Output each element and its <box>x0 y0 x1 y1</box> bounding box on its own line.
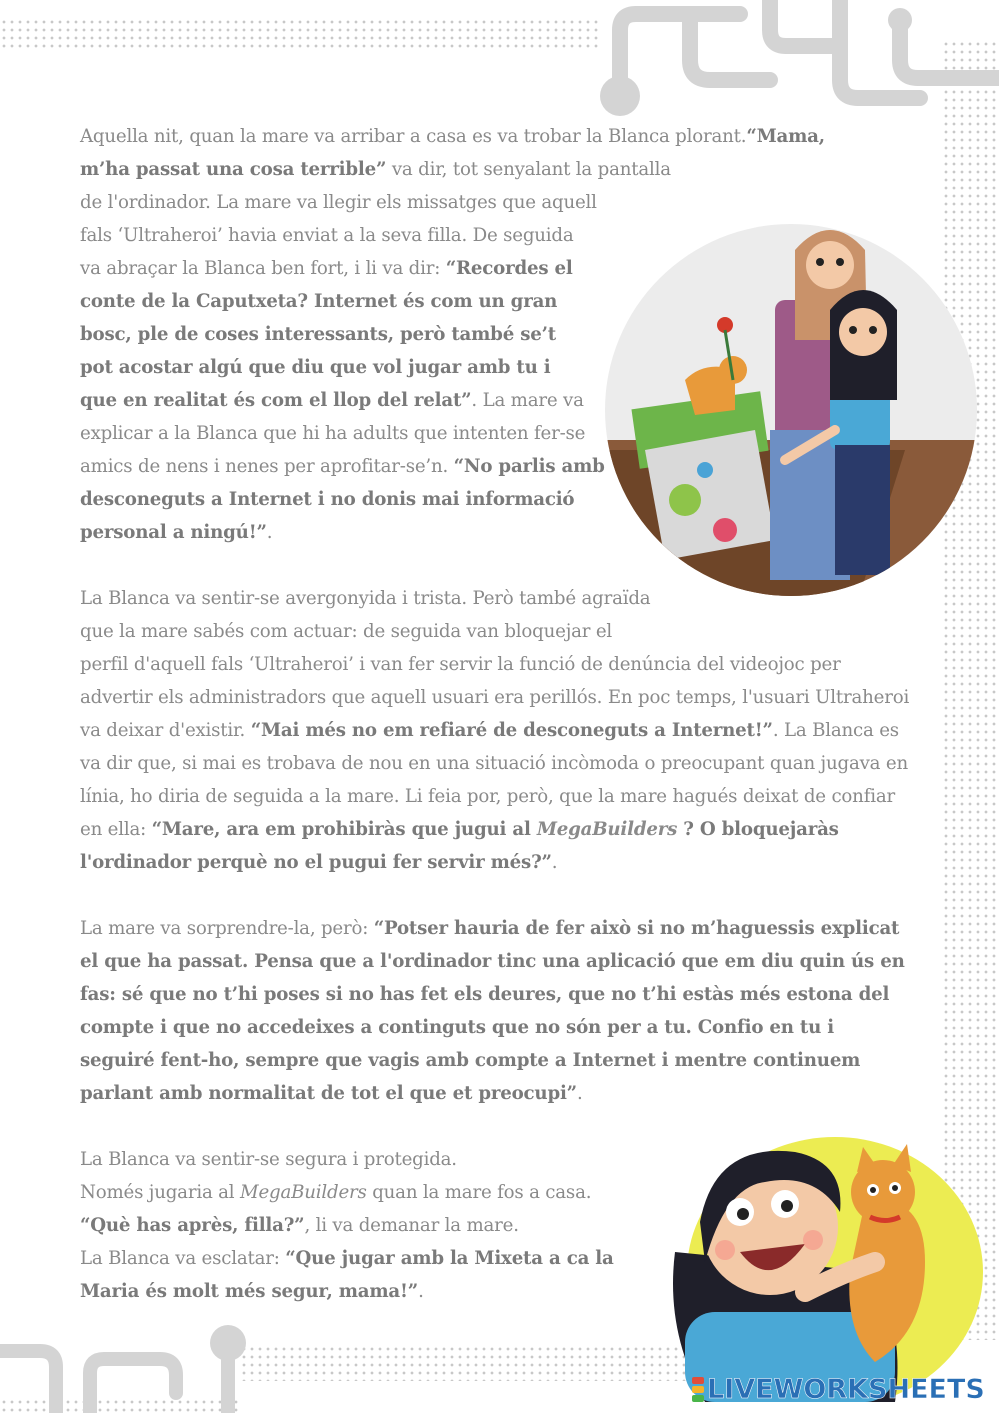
story-text-span: . <box>266 522 273 543</box>
story-text-span: “Recordes el conte de la Caputxeta? Internet és com un gran bosc, ple de coses interessants, però també se’t pot acostar algú que diu que vol jugar amb tu i que en realitat és com el llop del relat” <box>80 258 573 411</box>
story-text-span: . <box>418 1281 424 1302</box>
story-text-span: quan la mare fos a casa. <box>366 1182 592 1203</box>
dot-pattern-bottom <box>240 1345 700 1381</box>
story-text-span: . La Blanca es va dir que, si mai es trobava de nou en una situació incòmoda o preocupant quan jugava en línia, ho diria de seguida a la mare. Li feia por, però, que la mare hagués deixat de confiar en ella: <box>80 720 908 840</box>
story-text-span: “Mai més no em refiaré de desconeguts a Internet!” <box>250 720 773 741</box>
story-text <box>80 120 910 1313</box>
text-wrap-spacer <box>660 582 910 642</box>
liveworksheets-logo <box>692 1372 992 1406</box>
story-paragraph <box>80 1143 910 1308</box>
circuit-decoration-top <box>600 0 999 120</box>
story-text-span: La Blanca va sentir-se segura i protegida. <box>80 1149 457 1170</box>
story-text-span: “Mare, ara em prohibiràs que jugui al <box>151 819 537 840</box>
story-text-span: La mare va sorprendre-la, però: <box>80 918 374 939</box>
story-text-span: . <box>576 1083 583 1104</box>
dot-pattern-top <box>0 18 600 52</box>
logo-mark-icon <box>692 1376 704 1403</box>
story-text-span: La Blanca va sentir-se avergonyida i trista. Però també agraïda que la mare sabés com actuar: de seguida van bloquejar el perfil d'aquell fals ‘Ultraheroi’ i van fer servir la funció de denúncia del videojoc per advertir els administradors que aquell usuari era perillós. En poc temps, l'usuari Ultraheroi va deixar d'existir. <box>80 588 910 741</box>
story-text-span: “Mama, m’ha passat una cosa terrible” <box>80 126 825 180</box>
text-wrap-spacer <box>590 220 840 520</box>
circuit-decoration-bottom <box>0 1323 260 1413</box>
story-text-span: “Què has après, filla?” <box>80 1215 305 1236</box>
story-text-span: “Potser hauria de fer això si no m’haguessis explicat el que ha passat. Pensa que a l'ordinador tinc una aplicació que em diu quin ús en fas: sé que no t’hi poses si no has fet els deures, que no t’hi estàs més estona del compte i que no accedeixes a continguts que no són per a tu. Confio en tu i seguiré fent-ho, sempre que vagis amb compte a Internet i mentre continuem parlant amb normalitat de tot el que et preocupi” <box>80 918 905 1104</box>
story-text-span: La Blanca va esclatar: <box>80 1248 286 1269</box>
story-text-span: va dir, tot senyalant la pantalla de l'ordinador. La mare va llegir els missatges que aquell fals ‘Ultraheroi’ havia enviat a la seva filla. De seguida va abraçar la Blanca ben fort, i li va dir: <box>80 159 671 279</box>
story-text-span: MegaBuilders <box>536 819 678 840</box>
story-text-span: , li va demanar la mare. <box>304 1215 519 1236</box>
story-paragraph <box>80 912 910 1110</box>
story-text-span: “Que jugar amb la Mixeta a ca la Maria és molt més segur, mama!” <box>80 1248 614 1302</box>
watermark-text: LIVEWORKSHEETS <box>707 1373 985 1405</box>
story-text-span: . La mare va explicar a la Blanca que hi ha adults que intenten fer-se amics de nens i nenes per aprofitar-se’n. <box>80 390 586 477</box>
story-text-span: MegaBuilders <box>240 1182 367 1203</box>
story-text-span: ? O bloquejaràs l'ordinador perquè no el pugui fer servir més?” <box>80 819 839 873</box>
story-text-span: Aquella nit, quan la mare va arribar a casa es va trobar la Blanca plorant. <box>80 126 747 147</box>
text-wrap-spacer <box>640 1143 910 1313</box>
story-paragraph <box>80 120 840 549</box>
story-text-span: “No parlis amb desconeguts a Internet i no donis mai informació personal a ningú!” <box>80 456 605 543</box>
story-text-span: . <box>551 852 558 873</box>
story-paragraph <box>80 582 910 879</box>
story-text-span: Només jugaria al <box>80 1182 241 1203</box>
